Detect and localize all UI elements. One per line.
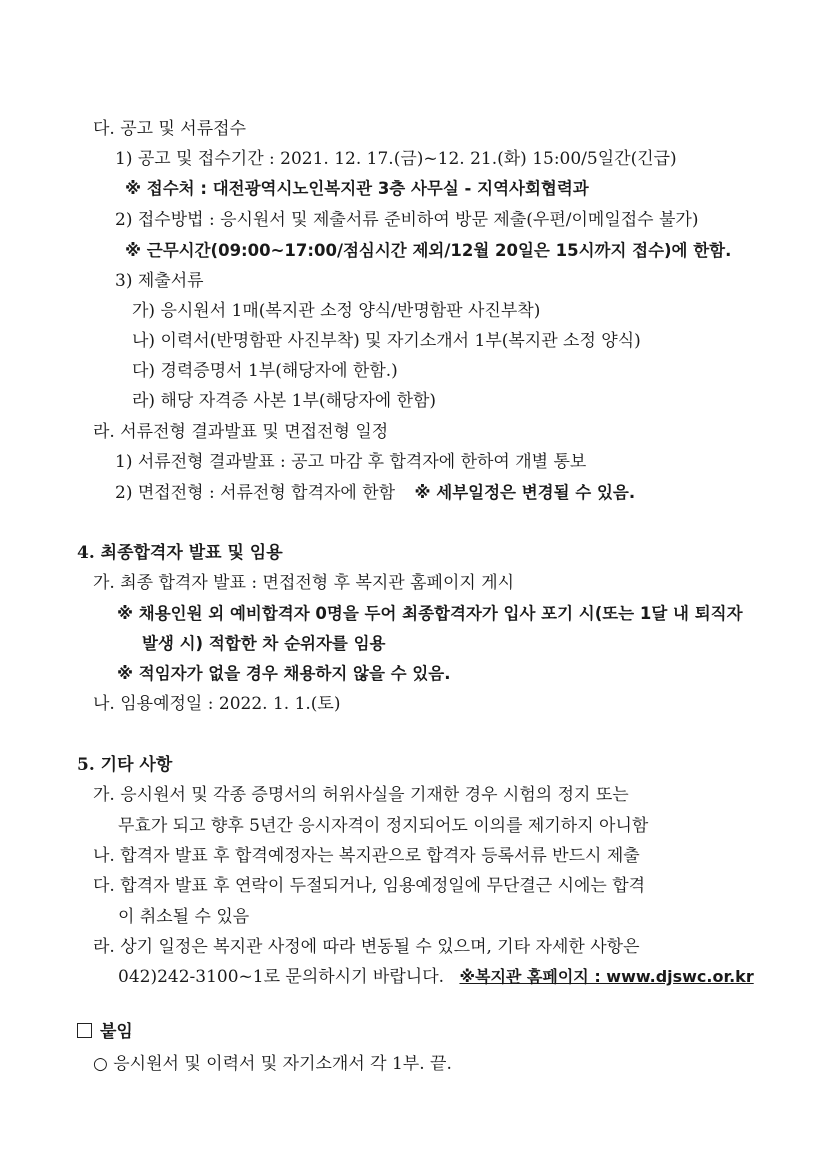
- doc-item: 가) 응시원서 1매(복지관 소정 양식/반명함판 사진부착): [132, 301, 541, 321]
- reception-method: 2) 접수방법 : 응시원서 및 제출서류 준비하여 방문 제출(우편/이메일접수 불가): [115, 210, 699, 230]
- false-info-line2: 무효가 되고 향후 5년간 응시자격이 정지되어도 이의를 제기하지 아니함: [118, 816, 649, 836]
- reception-place-note: ※ 접수처 : 대전광역시노인복지관 3층 사무실 - 지역사회협력과: [125, 179, 589, 198]
- attachment-title: 붙임: [100, 1022, 133, 1042]
- interview-line: [115, 482, 635, 504]
- doc-item: 다) 경력증명서 1부(해당자에 한함.): [132, 361, 398, 381]
- cancellation-line1: 다. 합격자 발표 후 연락이 두절되거나, 임용예정일에 무단결근 시에는 합격: [93, 876, 646, 896]
- final-announcement: 가. 최종 합격자 발표 : 면접전형 후 복지관 홈페이지 게시: [93, 573, 515, 593]
- homepage-link[interactable]: ※복지관 홈페이지 : www.djswc.or.kr: [459, 967, 754, 986]
- cancellation-line2: 이 취소될 수 있음: [118, 907, 250, 927]
- false-info-line1: 가. 응시원서 및 각종 증명서의 허위사실을 기재한 경우 시험의 정지 또는: [93, 785, 629, 805]
- contact-phone: 042)242-3100~1로 문의하시기 바랍니다.: [118, 967, 445, 987]
- registration-docs: 나. 합격자 발표 후 합격예정자는 복지관으로 합격자 등록서류 반드시 제출: [93, 846, 640, 866]
- appointment-date: 나. 임용예정일 : 2022. 1. 1.(토): [93, 694, 341, 714]
- schedule-change-note: ※ 세부일정은 변경될 수 있음.: [414, 483, 636, 502]
- attachment-item: ○ 응시원서 및 이력서 및 자기소개서 각 1부. 끝.: [93, 1054, 452, 1074]
- reserve-candidate-note-line1: ※ 채용인원 외 예비합격자 0명을 두어 최종합격자가 입사 포기 시(또는 1달 내 퇴직자: [117, 604, 743, 623]
- interview-screening: 2) 면접전형 : 서류전형 합격자에 한함: [115, 483, 396, 503]
- section-ra-title: 라. 서류전형 결과발표 및 면접전형 일정: [93, 422, 389, 442]
- section-5-title: 5. 기타 사항: [77, 755, 173, 775]
- no-suitable-candidate-note: ※ 적임자가 없을 경우 채용하지 않을 수 있음.: [117, 664, 451, 683]
- working-hours-note: ※ 근무시간(09:00~17:00/점심시간 제외/12월 20일은 15시까지 접수)에 한함.: [125, 241, 732, 260]
- doc-item: 나) 이력서(반명함판 사진부착) 및 자기소개서 1부(복지관 소정 양식): [132, 331, 641, 351]
- contact-line2: [118, 966, 754, 988]
- required-docs-title: 3) 제출서류: [115, 271, 204, 291]
- section-4-title: 4. 최종합격자 발표 및 임용: [77, 543, 283, 563]
- posting-period: 1) 공고 및 접수기간 : 2021. 12. 17.(금)~12. 21.(화) 15:00/5일간(긴급): [115, 149, 677, 169]
- checkbox-square-icon: [77, 1023, 92, 1038]
- document-screening-result: 1) 서류전형 결과발표 : 공고 마감 후 합격자에 한하여 개별 통보: [115, 452, 587, 472]
- reserve-candidate-note-line2: 발생 시) 적합한 차 순위자를 임용: [142, 634, 386, 653]
- doc-item: 라) 해당 자격증 사본 1부(해당자에 한함): [132, 391, 437, 411]
- contact-line1: 라. 상기 일정은 복지관 사정에 따라 변동될 수 있으며, 기타 자세한 사항은: [93, 937, 640, 957]
- section-da-title: 다. 공고 및 서류접수: [93, 119, 246, 139]
- attachment-title-row: [77, 1021, 133, 1043]
